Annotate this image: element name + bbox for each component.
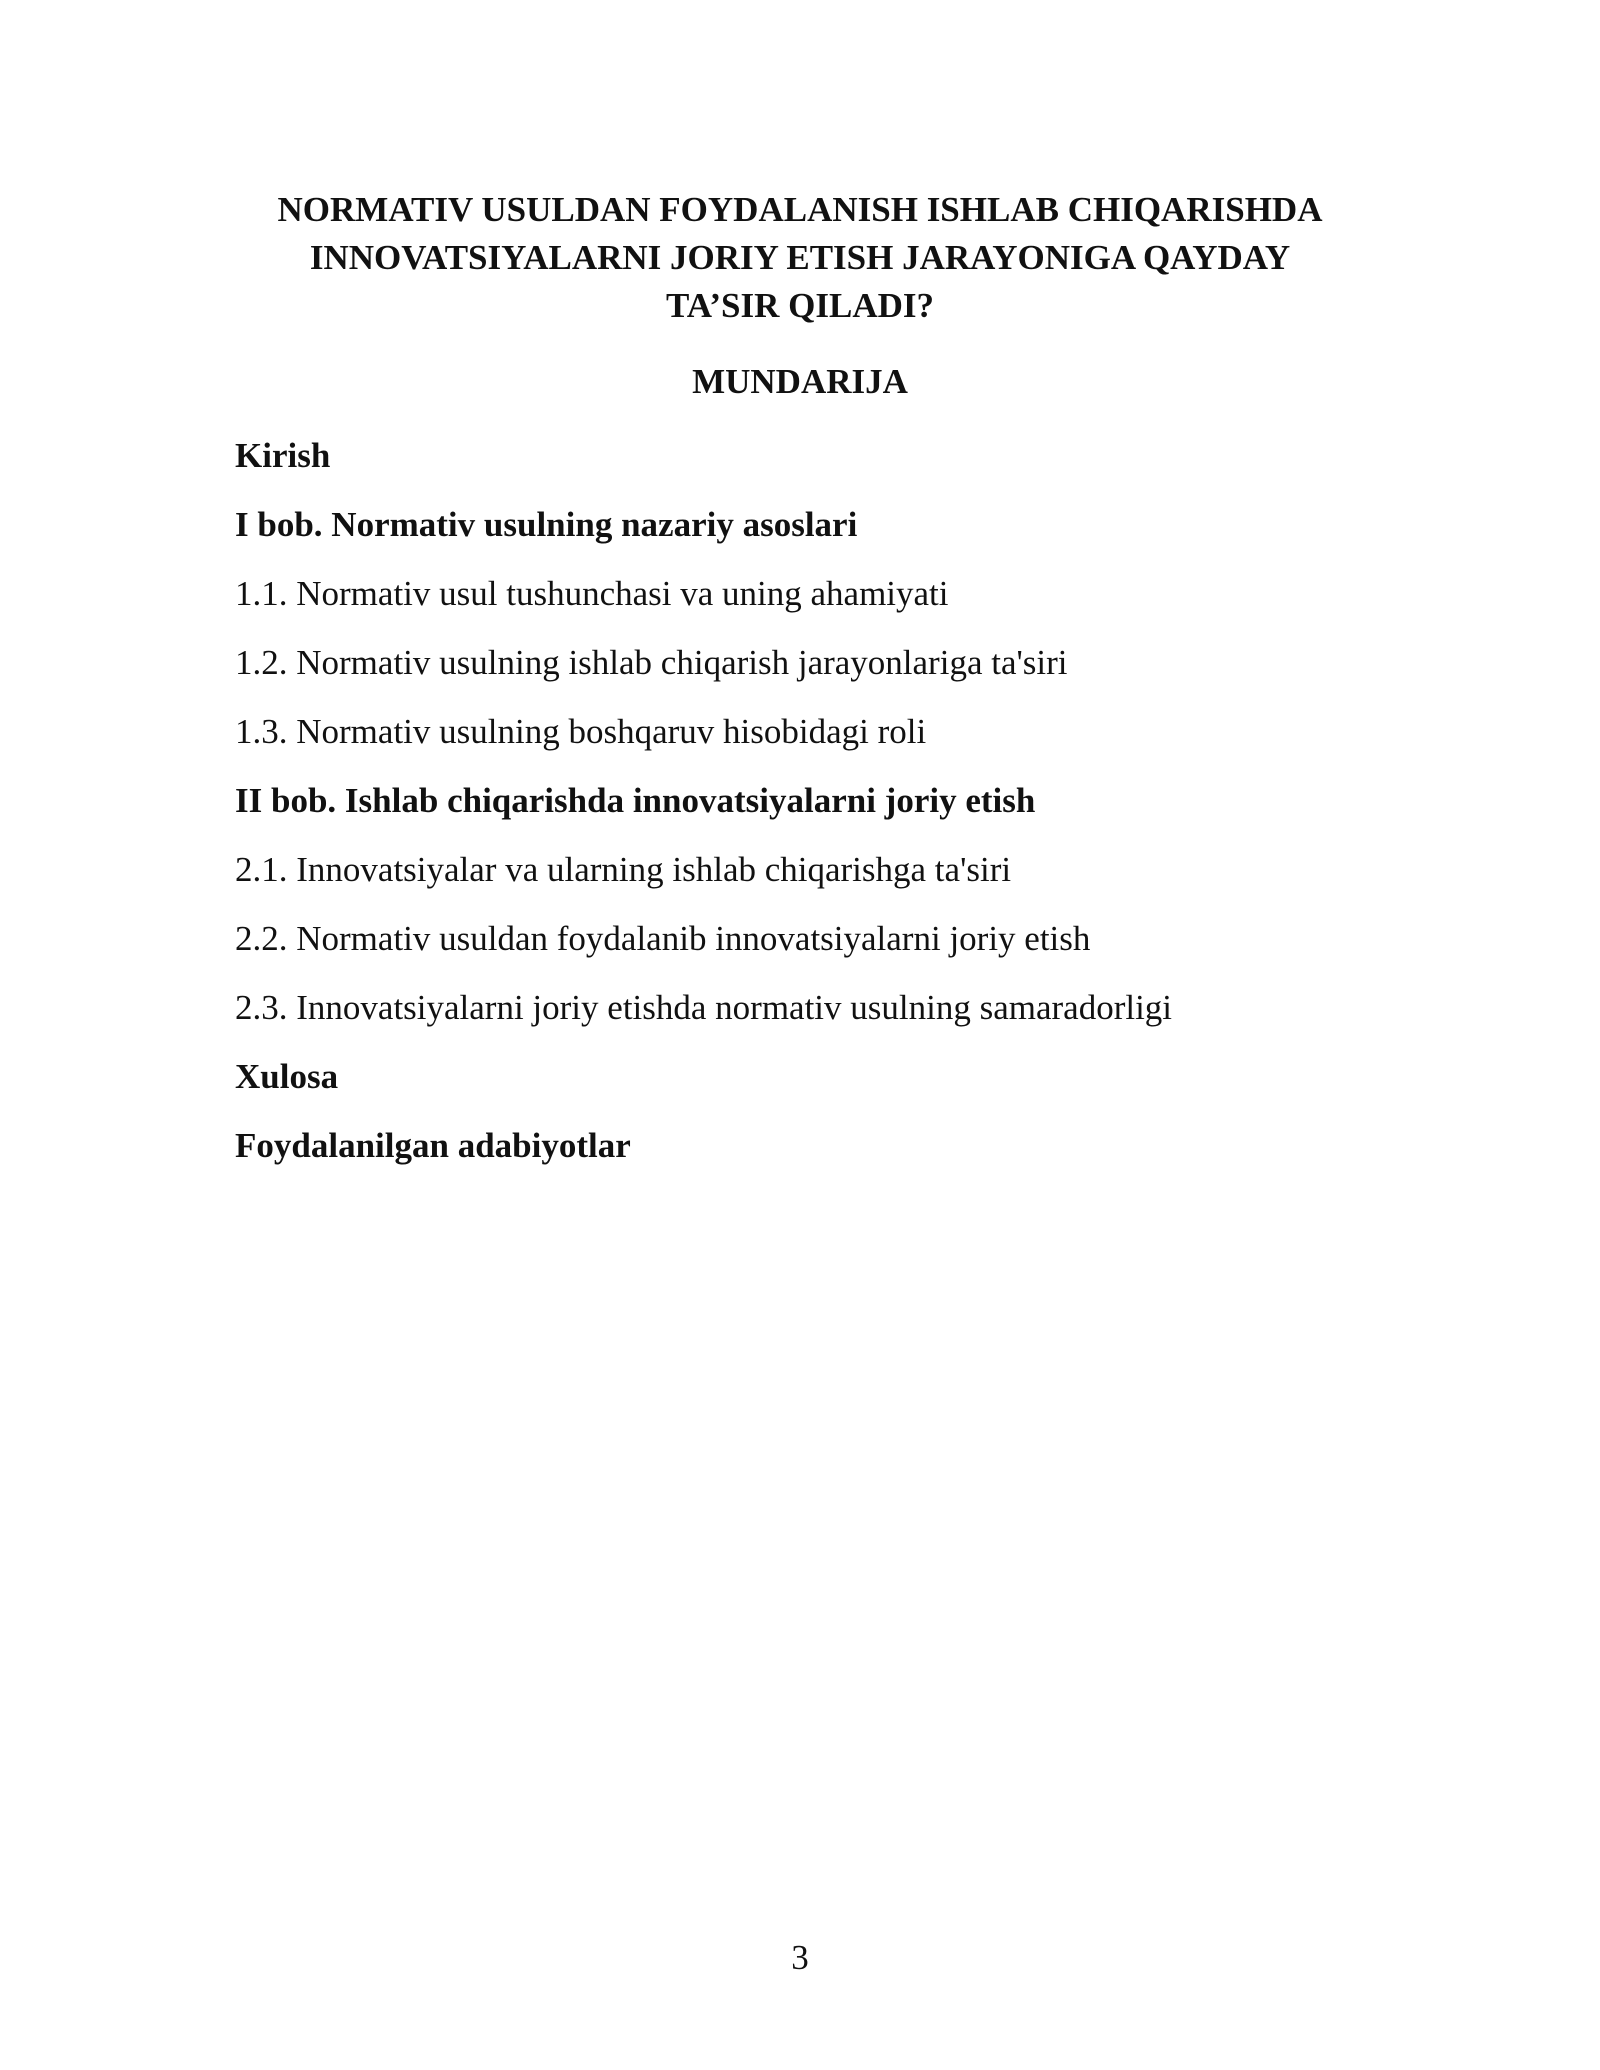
- toc-entry-section-2-2: 2.2. Normativ usuldan foydalanib innovatsiyalarni joriy etish: [235, 919, 1091, 958]
- toc-entry-chapter-2: II bob. Ishlab chiqarishda innovatsiyalarni joriy etish: [235, 781, 1036, 820]
- title-line-1: NORMATIV USULDAN FOYDALANISH ISHLAB CHIQARISHDA: [277, 190, 1323, 229]
- toc-entry-introduction: Kirish: [235, 436, 331, 475]
- toc-entry-section-2-1: 2.1. Innovatsiyalar va ularning ishlab chiqarishga ta'siri: [235, 850, 1012, 889]
- toc-entry-section-1-1: 1.1. Normativ usul tushunchasi va uning ahamiyati: [235, 574, 949, 613]
- toc-entry-chapter-1: I bob. Normativ usulning nazariy asoslari: [235, 505, 858, 544]
- page-number: 3: [791, 1938, 809, 1977]
- document-title: [200, 186, 1400, 330]
- toc-entry-references: Foydalanilgan adabiyotlar: [235, 1126, 631, 1165]
- toc-entry-section-1-3: 1.3. Normativ usulning boshqaruv hisobidagi roli: [235, 712, 927, 751]
- toc-entry-section-2-3: 2.3. Innovatsiyalarni joriy etishda normativ usulning samaradorligi: [235, 988, 1173, 1027]
- title-line-3: TA’SIR QILADI?: [665, 286, 935, 325]
- toc-heading: MUNDARIJA: [692, 362, 908, 401]
- toc-entry-section-1-2: 1.2. Normativ usulning ishlab chiqarish jarayonlariga ta'siri: [235, 643, 1068, 682]
- title-line-2: INNOVATSIYALARNI JORIY ETISH JARAYONIGA QAYDAY: [309, 238, 1291, 277]
- toc-entry-conclusion: Xulosa: [235, 1057, 339, 1096]
